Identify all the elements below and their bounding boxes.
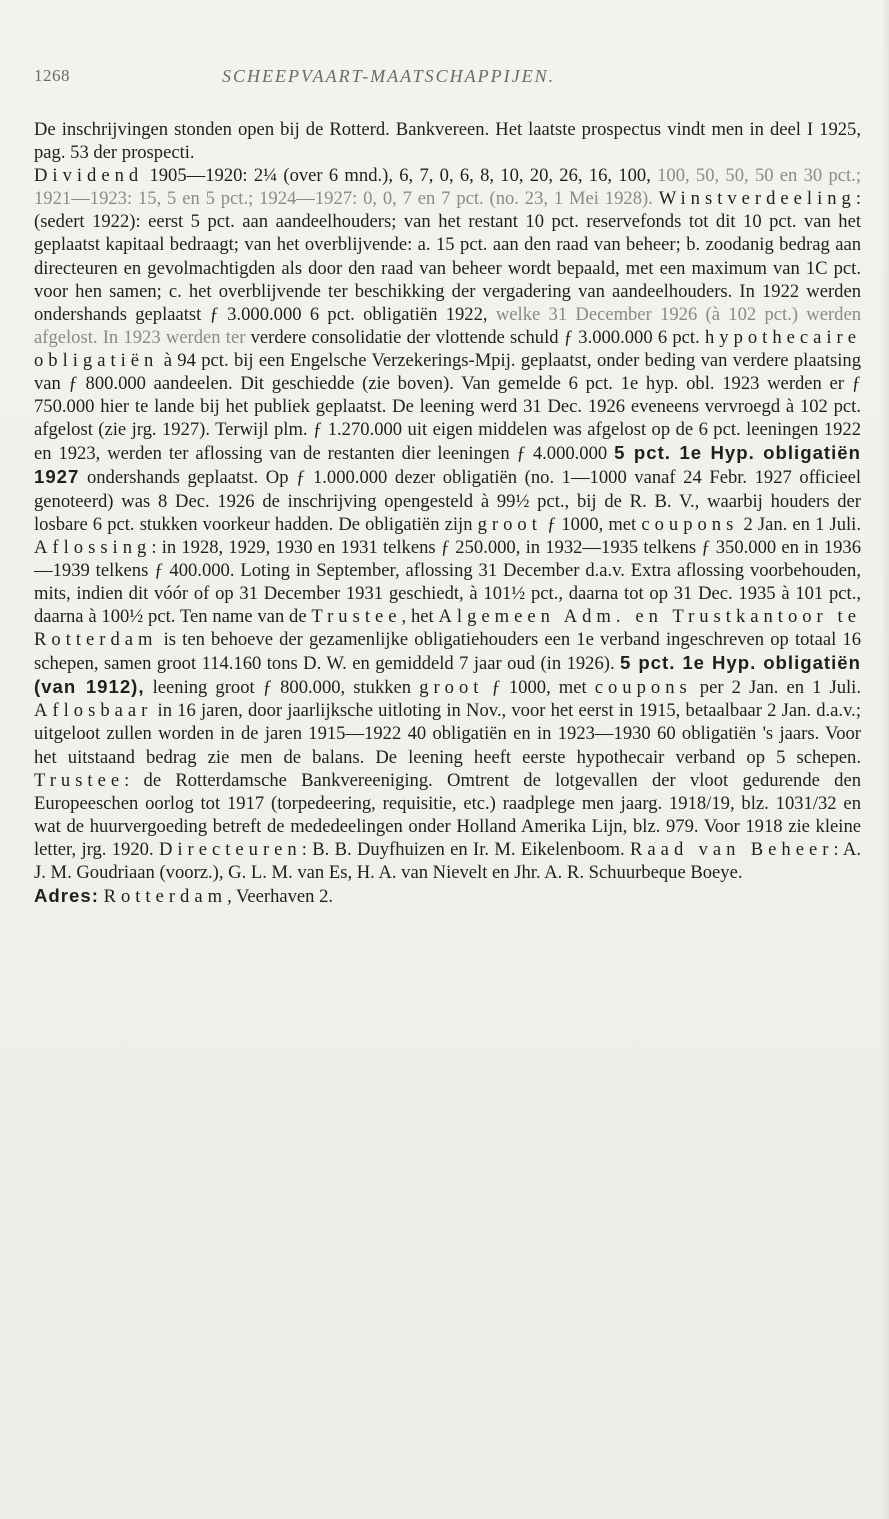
paragraph xyxy=(34,118,861,164)
spaced-term: Trustee xyxy=(34,769,125,791)
spaced-term: coupons xyxy=(594,677,692,699)
bold-heading: 5 pct. 1e Hyp. obligatiën (van 1912), xyxy=(34,652,861,698)
spaced-term: groot xyxy=(477,513,542,535)
text-run: in 16 jaren, door jaarlijksche uitloting in Nov., voor het eerst in 1915, betaalbaar 2 Jan. d.a.v.; uitgeloot zullen worden in de jaren 1915—1922 40 obligatiën en in 1923—1930 60 obligatiën 's jaars. Voor het uitstaand bedrag zie men de balans. De leening heeft eerste hypothecair verband op 5 schepen. xyxy=(34,700,861,768)
text-run: : de Rotterdamsche Bankvereeniging. Omtrent de lotgevallen der vloot gedurende den Europeeschen oorlog tot 1917 (torpedeering, requisitie, etc.) raadplege men jaarg. 1918/19, blz. 1031/32 en wat de huurvergoeding betreft de mededeelingen onder Holland Amerika Lijn, blz. 979. Voor 1918 zie kleine letter, jrg. 1920. xyxy=(34,769,861,860)
running-title: SCHEEPVAART-MAATSCHAPPIJEN. xyxy=(222,66,556,86)
text-run: , het xyxy=(401,605,439,627)
faded-text: 100, 50, 50, 50 en 30 pct.; 1921—1923: 15, 5 en 5 pct.; 1924—1927: 0, 0, 7 en 7 pct. (no. 23, 1 Mei 1928). xyxy=(34,165,862,210)
spaced-term: Aflosbaar xyxy=(34,700,153,722)
bold-heading: 5 pct. 1e Hyp. obligatiën 1927 xyxy=(34,442,861,488)
text-run: De inschrijvingen stonden open bij de Rotterd. Bankvereen. Het laatste prospectus vindt men in deel I 1925, pag. 53 der prospecti. xyxy=(34,119,861,164)
text-run: per 2 Jan. en 1 Juli. xyxy=(691,677,861,699)
text-run: : B. B. Duyfhuizen en Ir. M. Eikelenboom. xyxy=(301,838,631,860)
page-edge-shadow xyxy=(881,0,889,1519)
page-number: 1268 xyxy=(34,66,70,85)
spaced-term: Trustee xyxy=(311,605,402,627)
text-run: ƒ 1000, met xyxy=(483,677,595,699)
bold-heading: Adres: xyxy=(34,885,99,907)
text-run: : (sedert 1922): eerst 5 pct. aan aandeelhouders; van het restant 10 pct. reservefonds tot dit 10 pct. van het geplaatst kapitaal bedraagt; van het overblijvende: a. 15 pct. aan den raad van beheer; b. zoodanig bedrag aan directeuren en gevolmachtigden als door den raad van beheer wordt bepaald, met een maximum van 1C pct. voor hen samen; c. het overblijvende ter beschikking der vergadering van aandeelhouders. In 1922 werden ondershands geplaatst ƒ 3.000.000 6 pct. obligatiën 1922, xyxy=(34,188,861,325)
text-run: ondershands geplaatst. Op ƒ 1.000.000 dezer obligatiën (no. 1—1000 vanaf 24 Febr. 1927 officieel genoteerd) was 8 Dec. 1926 de inschrijving opengesteld à 99½ pct., bij de R. B. V., waarbij houders der losbare 6 pct. stukken voorkeur hadden. De obligatiën zijn xyxy=(34,467,861,535)
text-run: verdere consolidatie der vlottende schuld ƒ 3.000.000 6 pct. xyxy=(245,326,705,348)
text-run: leening groot ƒ 800.000, stukken xyxy=(144,677,420,699)
spaced-term: Rotterdam xyxy=(103,886,228,908)
text-run: 1905—1920: 2¼ (over 6 mnd.), 6, 7, 0, 6, 8, 10, 20, 26, 16, 100, xyxy=(143,165,658,187)
spaced-term: Dividend xyxy=(34,165,144,187)
paragraph xyxy=(34,164,861,884)
spaced-term: groot xyxy=(419,677,484,699)
spaced-term: Winstverdeeling xyxy=(658,188,856,210)
body-text xyxy=(34,118,861,908)
text-run: 2 Jan. en 1 Juli. xyxy=(738,513,861,535)
spaced-term: Directeuren xyxy=(158,838,302,860)
spaced-term: coupons xyxy=(641,513,739,535)
text-run: à 94 pct. bij een Engelsche Verzekerings-Mpij. geplaatst, onder beding van verdere plaatsing van ƒ 800.000 aandeelen. Dit geschiedde (zie boven). Van gemelde 6 pct. 1e hyp. obl. 1923 werden er ƒ 750.000 hier te lande bij het publiek geplaatst. De leening werd 31 Dec. 1926 eveneens vervroegd à 102 pct. afgelost (zie jrg. 1927). Terwijl plm. ƒ 1.270.000 uit eigen middelen was afgelost op de 6 pct. leeningen 1922 en 1923, werden ter aflossing van de restanten dier leeningen ƒ 4.000.000 xyxy=(34,349,861,465)
page-header xyxy=(0,66,889,96)
spaced-term: Raad van Beheer xyxy=(630,838,834,860)
faded-text: welke 31 December 1926 (à 102 pct.) werden afgelost. In 1923 werden ter xyxy=(34,303,862,348)
text-run: : in 1928, 1929, 1930 en 1931 telkens ƒ 250.000, in 1932—1935 telkens ƒ 350.000 en in 1936—1939 telkens ƒ 400.000. Loting in September, aflossing 31 December d.a.v. Extra aflossing voorbehouden, mits, indien dit vóór of op 31 December 1931 geschiedt, à 101½ pct., daarna tot op 31 Dec. 1935 à 101 pct., daarna à 100½ pct. Ten name van de xyxy=(34,536,861,627)
text-run: : A. J. M. Goudriaan (voorz.), G. L. M. van Es, H. A. van Nievelt en Jhr. A. R. Schuurbeque Boeye. xyxy=(34,838,861,883)
paragraph xyxy=(34,884,861,908)
text-run: , Veerhaven 2. xyxy=(227,886,334,908)
spaced-term: Aflossing xyxy=(34,536,152,558)
spaced-term: hypothecaire obligatiën xyxy=(34,326,861,371)
text-run: is ten behoeve der gezamenlijke obligatiehouders een 1e verband ingeschreven op totaal 16 schepen, samen groot 114.160 tons D. W. en gemiddeld 7 jaar oud (in 1926). xyxy=(34,629,861,675)
text-run: ƒ 1000, met xyxy=(541,513,642,535)
spaced-term: Algemeen Adm. en Trustkantoor te Rotterdam xyxy=(34,605,861,651)
